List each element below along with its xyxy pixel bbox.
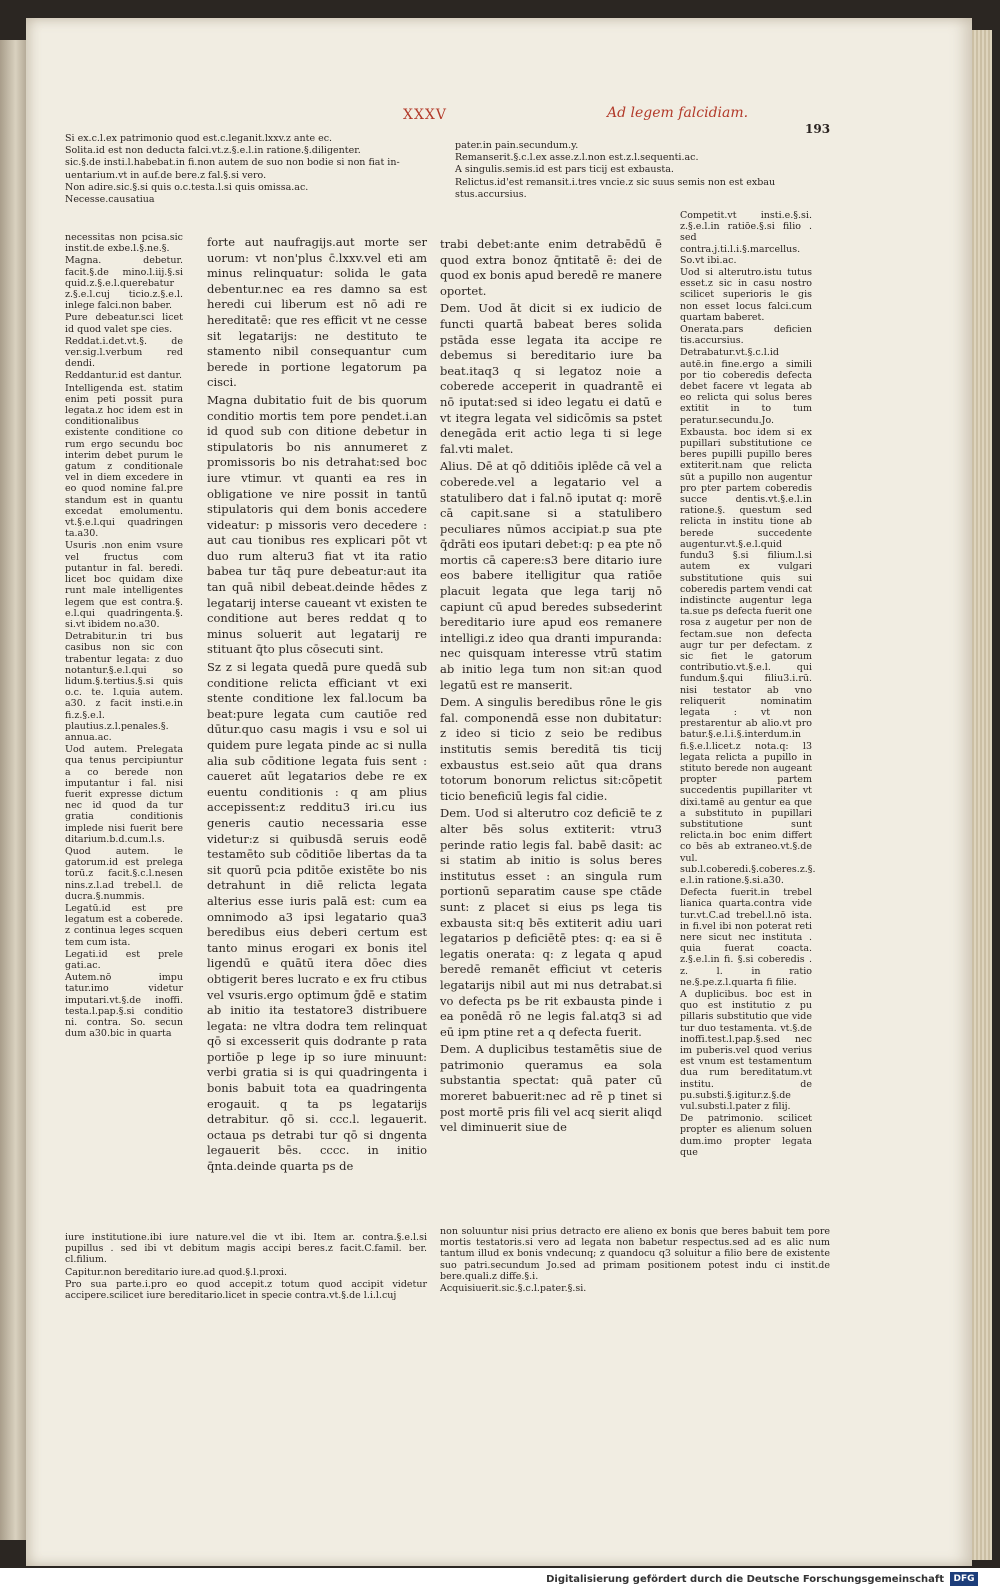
gloss-entry: De patrimonio. scilicet propter es alienum soluen dum.imo propter legata que xyxy=(680,1113,812,1158)
main-paragraph: trabi debet:ante enim detrabēdū ē quod extra bonoz q̄ntitatē ē: dei de quod ex bonis apud beredē re manere oportet. xyxy=(440,237,662,298)
dfg-logo-icon: DFG xyxy=(950,1572,978,1586)
main-text-column-2 xyxy=(440,237,662,1138)
gloss-line: Acquisiuerit.sic.§.c.l.pater.§.si. xyxy=(440,1283,587,1295)
gloss-line: uentarium.vt in auf.de bere.z fal.§.si vero. xyxy=(65,169,267,181)
gloss-bottom-right xyxy=(440,1226,830,1295)
gloss-bottom-left xyxy=(65,1232,427,1302)
gloss-entry: Autem.nō impu tatur.imo videtur imputari.vt.§.de inoffi. testa.l.pap.§.si conditio ni. contra. So. secun dum a30.bic in quarta xyxy=(65,972,183,1040)
gloss-entry: Legati.id est prele gati.ac. xyxy=(65,948,183,971)
right-page-edges xyxy=(972,30,992,1560)
running-head-numeral: XXXV xyxy=(403,107,448,123)
gloss-line: Si ex.c.l.ex patrimonio quod est.c.leganit.lxxv.z ante ec. xyxy=(65,133,333,144)
gloss-line: iure institutione.ibi iure nature.vel die vt ibi. Item ar. contra.§.e.l.si pupillus . sed ibi vt debitum magis accipi beres.z facit.C.famil. ber. cl.filium. xyxy=(65,1232,427,1266)
gloss-top-right xyxy=(455,140,817,201)
gloss-entry: Defecta fuerit.in trebel lianica quarta.contra vide tur.vt.C.ad trebel.l.nō ista. in fi.vel ibi non poterat reti nere sicut nec instituta . quia fuerat coacta. z.§.e.l.in fi. §.si coberedis . z. l. in ratio ne.§.pe.z.l.quarta fi filie. xyxy=(680,887,812,988)
funding-credit: Digitalisierung gefördert durch die Deutsche Forschungsgemeinschaft xyxy=(546,1574,944,1585)
gloss-entry: Intelligenda est. statim enim peti possit pura legata.z hoc idem est in conditionalibus existente conditione co rum ergo secundu boc interim debet purum le gatum z conditionale vel in diem excedere in eo quod nomine fal.pre standum est in quantu excedat emolumentu. vt.§.e.l.qui quadringen ta.a30. xyxy=(65,382,183,540)
gloss-entry: Legatū.id est pre legatum est a coberede. z continua leges scquen tem cum ista. xyxy=(65,902,183,948)
gloss-entry: A duplicibus. boc est in quo est institutio z pu pillaris substitutio que vide tur duo testamenta. vt.§.de inoffi.test.l.pap.§.sed nec im puberis.vel quod verius est vnum est testamentum dua rum bereditatum.vt institu. de pu.substi.§.igitur.z.§.de vul.substi.l.pater z filij. xyxy=(680,989,812,1113)
gloss-line: pater.in pain.secundum.y. xyxy=(455,140,579,151)
gloss-line: Pro sua parte.i.pro eo quod accepit.z totum quod accipit videtur accipere.scilicet iure bereditario.licet in specie contra.vt.§.de l.i.l.cuj xyxy=(65,1278,427,1302)
gloss-entry: necessitas non pcisa.sic instit.de exbe.l.§.ne.§. xyxy=(65,232,183,255)
gloss-line: non soluuntur nisi prius detracto ere alieno ex bonis que beres babuit tem pore mortis testatoris.si vero ad legata non babetur respectus.sed ad es alic num tantum illud ex bonis vndecunq; z quandocu q3 soluitur a filio bere de existente suo patri.secundum Jo.sed ad primam positionem potest indu ci instit.de bere.quali.z diffe.§.i. xyxy=(440,1226,830,1282)
gloss-line: Solita.id est non deducta falci.vt.z.§.e.l.in ratione.§.diligenter. xyxy=(65,145,361,157)
gloss-entry: Detrabatur.vt.§.c.l.id autē.in fine.ergo a simili por tio coberedis defecta debet facere vt legata ab eo relicta qui solus beres extitit in to tum peratur.secundu.Jo. xyxy=(680,347,812,426)
main-paragraph: Sz z si legata quedā pure quedā sub conditione relicta efficiant vt exi stente conditione lex fal.locum ba beat:pure legata cum cautiōe red dūtur.quo casu magis i vsu e sol ui quidem pure legata pinde ac si nulla alia sub cōditione legata fuis sent : caueret aūt legatarios debe re ex euentu conditionis : q am plius accepissent:z redditu3 iri.cu ius generis cautio necessaria esse videtur:z si quibusdā seruis eodē testamēto sub cōditiōe libertas da ta sit quorū pcia pditōe existēte bo nis detrahunt in diē relicta legata alterius esse iuris palā est: cum ea omnimodo a3 ipsi legatario qua3 beredibus eius deberi certum est tanto minus erogari ex bonis itel ligendū e quātū itera dōec dies obtigerit beres lucrato e ex fru ctibus vel vsuris.ergo optimum ḡdē e statim ab initio ita testatore3 distribuere legata: ne vltra dodra tem relinquat qō si excesserit quis dodrante p rata portiōe p lege ip so iure minuunt: verbi gratia si is qui quadringenta i bonis babuit tota ea quadringenta erogauit. q ta ps legatarijs detrabitur. qō si. ccc.l. legauerit. octaua ps detrabi tur qō si dngenta legauerit bēs. cccc. in initio q̄nta.deinde quarta ps de xyxy=(207,660,427,1174)
gloss-entry: Usuris .non enim vsure vel fructus com putantur in fal. beredi. licet boc quidam dixe runt male intelligentes legem que est contra.§. e.l.qui quadringenta.§. si.vt ibidem no.a30. xyxy=(65,540,183,630)
folio-number: 193 xyxy=(805,122,831,136)
gloss-entry: Uod autem. Prelegata qua tenus percipiuntur a co berede non imputantur i fal. nisi fuerit expresse dictum nec id quod da tur gratia conditionis implede nisi fuerit bere ditarium.b.d.cum.l.s. xyxy=(65,744,183,845)
gloss-line: Necesse.causatiua xyxy=(65,194,155,206)
gloss-line: Capitur.non bereditario iure.ad quod.§.l.proxi. xyxy=(65,1266,287,1278)
left-page-edge xyxy=(0,40,26,1540)
gloss-entry: Pure debeatur.sci licet id quod valet spe cies. xyxy=(65,312,183,335)
main-paragraph: Alius. Dē at qō dditiōis iplēde cā vel a coberede.vel a legatario vel a statulibero dat i fal.nō iputat q: morē cā capit.sane si a statulibero peculiares nūmos accipiat.p sua pte q̄drāti eos iputari debet:q: p ea pte nō mortis cā capere:s3 bere ditario iure eos babere itelligitur qua ratiōe placuit legata que lega tarij nō capiunt cū apud beredes subsederint bereditario iure apud eos remanere intelligi.z ideo qua dranti impuranda: nec quisquam interesse vtrū statim ab initio lega tum non sit:an quod legatū est re manserit. xyxy=(440,459,662,692)
gloss-line: Relictus.id'est remansit.i.tres vncie.z sic suus semis non est exbau xyxy=(455,176,776,188)
running-head-title: Ad legem falcidiam. xyxy=(607,105,749,121)
main-text-column-1 xyxy=(207,235,427,1177)
gloss-line: Non adire.sic.§.si quis o.c.testa.l.si quis omissa.ac. xyxy=(65,181,309,193)
gloss-entry: Exbausta. boc idem si ex pupillari substitutione ce beres pupilli pupillo beres extiterit.nam que relicta sūt a pupillo non augentur pro pter partem coberedis succe dentis.vt.§.e.l.in ratione.§. questum sed relicta in institu tione ab berede succedente augentur.vt.§.e.l.quid fundu3 §.si filium.l.si autem ex vulgari substitutione quis sui coberedis partem vendi cat indistincte augentur lega ta.sue ps defecta fuerit one rosa z augetur per non de fectam.sue non defecta augr tur per defectam. z sic fiet le gatorum contributio.vt.§.e.l. qui fundum.§.qui filiu3.i.rū. nisi testator ab vno reliquerit nominatim legata : vt non prestarentur ab alio.vt pro batur.§.e.l.i.§.interdum.in fi.§.e.l.licet.z nota.q: l3 legata relicta a pupillo in stituto berede non augeant propter partem succedentis pupillariter vt dixi.tamē au gentur ea que a substituto in pupillari substitutione sunt relicta.in boc enim differt co bēs ab extraneo.vt.§.de vul. sub.l.coberedi.§.coberes.z.§. e.l.in ratione.§.si.a30. xyxy=(680,426,816,886)
gloss-line: A singulis.semis.id est pars ticij est exbausta. xyxy=(455,164,674,176)
gloss-entry: Uod si alterutro.istu tutus esset.z sic in casu nostro scilicet superioris le gis non esset locus falci.cum quartam baberet. xyxy=(680,267,812,323)
main-paragraph: Magna dubitatio fuit de bis quorum conditio mortis tem pore pendet.i.an id quod sub con ditione debetur in stipulatoris bo nis annumeret z promissoris bo nis detrahat:sed boc iure vtimur. vt quanti ea res in obligatione ve nire possit in tantū stipulatoris qui dem bonis accedere videatur: p missoris vero decedere : aut cau tionibus res explicari pōt vt duo rum alteru3 fiat vt ita ratio babea tur tāq pure debeatur:aut ita tan quā nibil debeat.deinde hēdes z legatarij interse caueant vt existen te conditione aut beres reddat q to minus soluerit aut legatarij re stituant q̄to plus cōsecuti sint. xyxy=(207,392,427,657)
main-paragraph: Dem. A duplicibus testamētis siue de patrimonio queramus ea sola substantia spectat: quā pater cū moreret babuerit:nec ad rē p tinet si post mortē pris fili vel acq sierit aliqd vel diminuerit siue de xyxy=(440,1042,662,1135)
gloss-line: stus.accursius. xyxy=(455,188,527,200)
gloss-entry: Magna. debetur. facit.§.de mino.l.iij.§.si quid.z.§.e.l.querebatur z.§.e.l.cuj ticio.z.§.e.l. inlege falci.non baber. xyxy=(65,255,183,312)
main-paragraph: Dem. Uod āt dicit si ex iudicio de functi quartā babeat beres solida pstāda esse legata ita accipe re debemus si bereditario iure ba beat.itaq3 q si legatoz noie a coberede acceperit in quadrantē ei nō iputat:sed si ideo legatu ei datū e vt itegra legata vel sidicōmis sa pstet denegāda erit actio lega ti si lege fal.vti malet. xyxy=(440,301,662,456)
gloss-entry: Reddantur.id est dantur. xyxy=(65,370,182,382)
gloss-line: sic.§.de insti.l.habebat.in fi.non autem de suo non bodie si non fiat in- xyxy=(65,157,400,169)
gloss-entry: Reddat.i.det.vt.§. de ver.sig.l.verbum red dendi. xyxy=(65,335,183,370)
gloss-entry: Quod autem. le gatorum.id est prelega torū.z facit.§.c.l.nesen nins.z.l.ad trebel.l. de ducra.§.nummis. xyxy=(65,845,183,902)
gloss-entry: Competit.vt insti.e.§.si. z.§.e.l.in ratiōe.§.si filio . sed contra.j.ti.l.i.§.marcellus. So.vt ibi.ac. xyxy=(680,210,812,266)
gloss-entry: Detrabitur.in tri bus casibus non sic con trabentur legata: z duo notantur.§.e.l.qui so lidum.§.tertius.§.si quis o.c. te. l.quia autem. a30. z facit insti.e.in fi.z.§.e.l. plautius.z.l.penales.§. annua.ac. xyxy=(65,631,183,743)
gloss-left-column xyxy=(65,232,183,1040)
main-paragraph: Dem. Uod si alterutro coz deficiē te z alter bēs solus extiterit: vtru3 perinde ratio legis fal. babē dasit: ac si statim ab initio is solus beres institutus esset : an singula rum portionū separatim cause spe ctāde sunt: z placet si eius ps lega tis exbausta sit:q bēs extiterit adiu uari legatarios p deficiētē ptes: q: ea si ē legatis onerata: q: z legata q apud beredē remanēt efficiut vt ceteris legatarijs nibil aut mi nus detrabat.si vo defecta ps be rit exbausta pinde i ea ponēdā rō ne legis fal.atq3 si ad eū ipm ptine ret a q defecta fuerit. xyxy=(440,806,662,1039)
gloss-right-column xyxy=(680,210,816,1159)
gloss-entry: Onerata.pars deficien tis.accursius. xyxy=(680,324,812,347)
gloss-top-left xyxy=(65,133,430,206)
main-paragraph: forte aut naufragijs.aut morte ser uorum: vt non'plus c̄.lxxv.vel eti am minus relinquatur: solida le gata debentur.nec ea res damno sa est heredi cui liberum est nō adi re hereditatē: que res efficit vt ne cesse sit legatarijs: ne destituto te stamento nibil consequantur cum berede in portione legatorum pa cisci. xyxy=(207,235,427,390)
main-paragraph: Dem. A singulis beredibus rōne le gis fal. componendā esse non dubitatur: z ideo si ticio z seio be redibus institutis semis bereditā tis ticij exbaustus est.seio aūt qua drans totorum bonorum relictus sit:cōpetit ticio beneficiū legis fal cidie. xyxy=(440,695,662,803)
gloss-line: Remanserit.§.c.l.ex asse.z.l.non est.z.l.sequenti.ac. xyxy=(455,152,699,164)
